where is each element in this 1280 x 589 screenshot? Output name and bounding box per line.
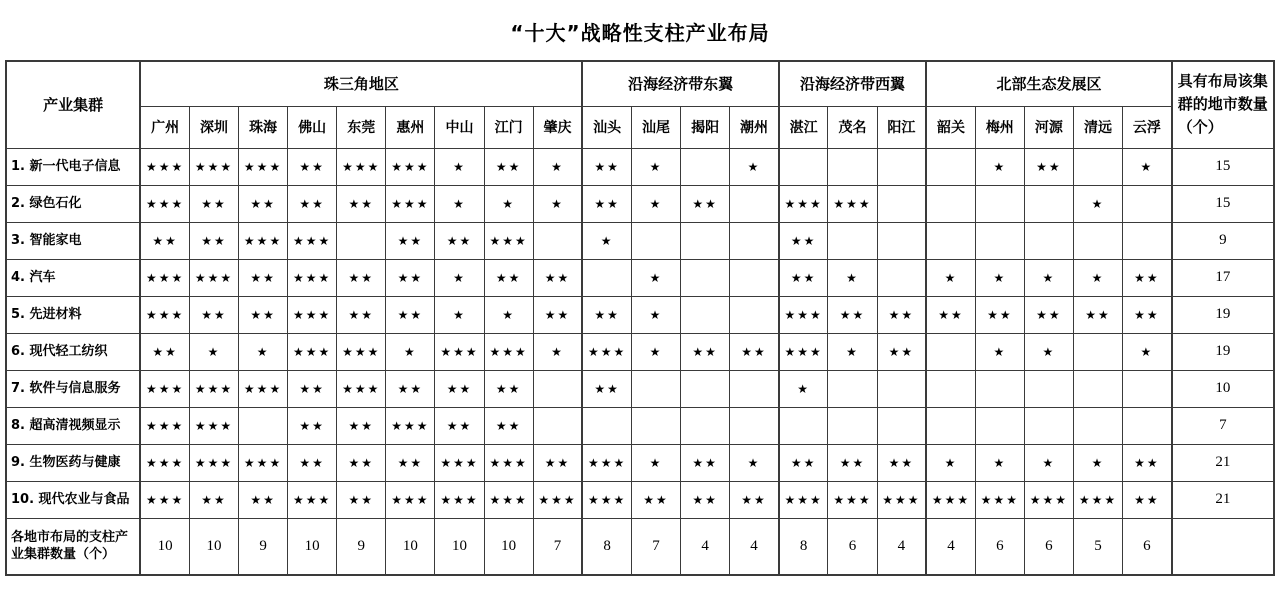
star-rating-cell: ★★★ <box>582 333 631 370</box>
star-rating-cell: ★★★ <box>140 481 189 518</box>
star-rating-cell: ★★★ <box>337 333 386 370</box>
star-rating-cell: ★ <box>730 444 779 481</box>
star-rating-cell <box>730 259 779 296</box>
city-header: 揭阳 <box>681 106 730 148</box>
star-rating-cell: ★★ <box>533 259 582 296</box>
footer-count-cell: 10 <box>435 518 484 575</box>
star-rating-cell: ★ <box>189 333 238 370</box>
industry-row-label: 10. 现代农业与食品 <box>6 481 140 518</box>
star-rating-cell: ★★ <box>681 481 730 518</box>
footer-count-cell: 8 <box>779 518 828 575</box>
star-rating-cell <box>730 407 779 444</box>
star-rating-cell: ★★ <box>631 481 680 518</box>
star-rating-cell: ★★ <box>386 222 435 259</box>
star-rating-cell: ★★ <box>533 444 582 481</box>
star-rating-cell: ★★★ <box>189 148 238 185</box>
industry-row-label: 4. 汽车 <box>6 259 140 296</box>
star-rating-cell <box>877 222 926 259</box>
city-count-cell: 15 <box>1172 185 1274 222</box>
star-rating-cell: ★★ <box>484 259 533 296</box>
star-rating-cell: ★★ <box>337 185 386 222</box>
star-rating-cell: ★★★ <box>288 296 337 333</box>
star-rating-cell: ★★ <box>140 333 189 370</box>
star-rating-cell: ★★★ <box>239 222 288 259</box>
footer-count-cell: 6 <box>828 518 877 575</box>
star-rating-cell: ★★ <box>1073 296 1122 333</box>
city-header: 江门 <box>484 106 533 148</box>
star-rating-cell: ★★★ <box>288 333 337 370</box>
star-rating-cell: ★★★ <box>435 333 484 370</box>
star-rating-cell <box>582 407 631 444</box>
region-header: 珠三角地区 <box>140 61 582 106</box>
industry-row-label: 2. 绿色石化 <box>6 185 140 222</box>
footer-count-cell: 10 <box>386 518 435 575</box>
star-rating-cell <box>975 370 1024 407</box>
star-rating-cell: ★★ <box>582 296 631 333</box>
footer-count-cell: 4 <box>730 518 779 575</box>
star-rating-cell <box>926 185 975 222</box>
star-rating-cell: ★★ <box>828 296 877 333</box>
city-header: 广州 <box>140 106 189 148</box>
star-rating-cell <box>926 148 975 185</box>
star-rating-cell: ★ <box>631 148 680 185</box>
star-rating-cell <box>681 259 730 296</box>
star-rating-cell <box>975 185 1024 222</box>
star-rating-cell <box>1073 407 1122 444</box>
star-rating-cell <box>1024 370 1073 407</box>
star-rating-cell <box>681 407 730 444</box>
star-rating-cell: ★★★ <box>337 148 386 185</box>
star-rating-cell: ★★★ <box>140 259 189 296</box>
star-rating-cell: ★★★ <box>779 185 828 222</box>
star-rating-cell: ★ <box>484 296 533 333</box>
star-rating-cell: ★★★ <box>828 185 877 222</box>
star-rating-cell: ★★ <box>533 296 582 333</box>
city-count-cell: 21 <box>1172 444 1274 481</box>
star-rating-cell <box>681 296 730 333</box>
star-rating-cell: ★ <box>828 259 877 296</box>
star-rating-cell: ★★ <box>681 333 730 370</box>
star-rating-cell: ★★ <box>828 444 877 481</box>
star-rating-cell: ★★★ <box>779 296 828 333</box>
footer-count-cell: 4 <box>926 518 975 575</box>
city-header: 湛江 <box>779 106 828 148</box>
star-rating-cell: ★ <box>1073 185 1122 222</box>
star-rating-cell: ★ <box>435 148 484 185</box>
star-rating-cell: ★★ <box>484 148 533 185</box>
star-rating-cell: ★★ <box>779 222 828 259</box>
star-rating-cell: ★★★ <box>189 407 238 444</box>
city-header: 深圳 <box>189 106 238 148</box>
footer-count-cell: 10 <box>140 518 189 575</box>
star-rating-cell <box>1123 222 1172 259</box>
star-rating-cell: ★★ <box>582 148 631 185</box>
star-rating-cell: ★ <box>975 259 1024 296</box>
star-rating-cell: ★★ <box>1123 444 1172 481</box>
star-rating-cell: ★★ <box>189 222 238 259</box>
star-rating-cell <box>877 370 926 407</box>
star-rating-cell: ★ <box>533 333 582 370</box>
star-rating-cell: ★ <box>1024 333 1073 370</box>
star-rating-cell <box>975 222 1024 259</box>
star-rating-cell <box>926 222 975 259</box>
star-rating-cell: ★★ <box>484 407 533 444</box>
footer-count-cell: 6 <box>1123 518 1172 575</box>
footer-count-cell: 4 <box>681 518 730 575</box>
city-header: 珠海 <box>239 106 288 148</box>
star-rating-cell: ★ <box>1123 333 1172 370</box>
star-rating-cell: ★★ <box>189 296 238 333</box>
city-header: 肇庆 <box>533 106 582 148</box>
star-rating-cell: ★ <box>730 148 779 185</box>
star-rating-cell <box>828 148 877 185</box>
star-rating-cell: ★★★ <box>288 222 337 259</box>
star-rating-cell: ★★ <box>730 333 779 370</box>
city-count-cell: 19 <box>1172 296 1274 333</box>
star-rating-cell <box>730 222 779 259</box>
star-rating-cell: ★★ <box>288 370 337 407</box>
star-rating-cell: ★★★ <box>582 444 631 481</box>
star-rating-cell: ★★★ <box>386 481 435 518</box>
footer-count-cell: 10 <box>484 518 533 575</box>
city-count-cell: 10 <box>1172 370 1274 407</box>
star-rating-cell <box>1123 370 1172 407</box>
footer-count-cell: 4 <box>877 518 926 575</box>
city-header: 汕尾 <box>631 106 680 148</box>
count-column-header: 具有布局该集群的地市数量（个） <box>1172 61 1274 148</box>
star-rating-cell <box>631 370 680 407</box>
region-header: 北部生态发展区 <box>926 61 1172 106</box>
page-title: “十大”战略性支柱产业布局 <box>510 21 770 45</box>
star-rating-cell: ★★★ <box>140 407 189 444</box>
star-rating-cell: ★★ <box>877 444 926 481</box>
star-rating-cell: ★★ <box>779 259 828 296</box>
star-rating-cell: ★ <box>386 333 435 370</box>
star-rating-cell: ★★ <box>337 259 386 296</box>
city-header: 惠州 <box>386 106 435 148</box>
star-rating-cell <box>681 222 730 259</box>
star-rating-cell: ★★★ <box>877 481 926 518</box>
star-rating-cell: ★★★ <box>189 444 238 481</box>
star-rating-cell <box>730 185 779 222</box>
star-rating-cell: ★ <box>435 296 484 333</box>
city-header: 东莞 <box>337 106 386 148</box>
star-rating-cell <box>533 370 582 407</box>
star-rating-cell: ★★ <box>1123 296 1172 333</box>
footer-count-cell: 9 <box>239 518 288 575</box>
table-container <box>0 60 1280 576</box>
city-header: 中山 <box>435 106 484 148</box>
city-count-cell: 21 <box>1172 481 1274 518</box>
star-rating-cell: ★★ <box>189 481 238 518</box>
star-rating-cell: ★ <box>239 333 288 370</box>
industry-row-label: 1. 新一代电子信息 <box>6 148 140 185</box>
footer-count-cell: 10 <box>189 518 238 575</box>
star-rating-cell <box>1123 185 1172 222</box>
star-rating-cell: ★★ <box>1123 481 1172 518</box>
star-rating-cell <box>926 407 975 444</box>
star-rating-cell <box>828 407 877 444</box>
star-rating-cell: ★★★ <box>386 185 435 222</box>
city-header: 云浮 <box>1123 106 1172 148</box>
city-header: 佛山 <box>288 106 337 148</box>
star-rating-cell: ★ <box>631 296 680 333</box>
star-rating-cell: ★★ <box>386 259 435 296</box>
star-rating-cell: ★★★ <box>975 481 1024 518</box>
star-rating-cell: ★★★ <box>1024 481 1073 518</box>
star-rating-cell: ★★★ <box>484 481 533 518</box>
star-rating-cell: ★★★ <box>484 444 533 481</box>
star-rating-cell <box>681 148 730 185</box>
star-rating-cell: ★ <box>1024 444 1073 481</box>
star-rating-cell <box>533 222 582 259</box>
star-rating-cell: ★★★ <box>484 333 533 370</box>
star-rating-cell: ★ <box>1073 259 1122 296</box>
region-header: 沿海经济带西翼 <box>779 61 926 106</box>
star-rating-cell: ★★★ <box>288 481 337 518</box>
star-rating-cell <box>1073 333 1122 370</box>
star-rating-cell: ★★ <box>1024 296 1073 333</box>
star-rating-cell <box>239 407 288 444</box>
star-rating-cell: ★★ <box>435 370 484 407</box>
star-rating-cell: ★★★ <box>779 481 828 518</box>
star-rating-cell: ★★ <box>877 296 926 333</box>
star-rating-cell: ★★ <box>484 370 533 407</box>
star-rating-cell: ★★ <box>926 296 975 333</box>
star-rating-cell: ★★ <box>582 185 631 222</box>
star-rating-cell: ★ <box>1073 444 1122 481</box>
footer-count-cell: 7 <box>631 518 680 575</box>
city-header: 韶关 <box>926 106 975 148</box>
star-rating-cell <box>779 407 828 444</box>
table-header <box>6 61 1274 148</box>
star-rating-cell: ★ <box>631 185 680 222</box>
region-header: 沿海经济带东翼 <box>582 61 778 106</box>
star-rating-cell: ★★★ <box>484 222 533 259</box>
star-rating-cell <box>582 259 631 296</box>
star-rating-cell: ★★★ <box>582 481 631 518</box>
star-rating-cell <box>1024 222 1073 259</box>
star-rating-cell: ★★★ <box>1073 481 1122 518</box>
city-header: 清远 <box>1073 106 1122 148</box>
star-rating-cell: ★★ <box>239 296 288 333</box>
star-rating-cell <box>877 259 926 296</box>
star-rating-cell: ★ <box>1024 259 1073 296</box>
star-rating-cell <box>877 185 926 222</box>
industry-row-label: 8. 超高清视频显示 <box>6 407 140 444</box>
star-rating-cell: ★★★ <box>140 444 189 481</box>
star-rating-cell <box>631 407 680 444</box>
star-rating-cell: ★★ <box>337 481 386 518</box>
star-rating-cell: ★★★ <box>386 407 435 444</box>
star-rating-cell: ★★ <box>386 444 435 481</box>
star-rating-cell <box>828 370 877 407</box>
industry-row-label: 3. 智能家电 <box>6 222 140 259</box>
industry-row-label: 5. 先进材料 <box>6 296 140 333</box>
star-rating-cell <box>1024 407 1073 444</box>
star-rating-cell: ★★ <box>681 444 730 481</box>
star-rating-cell: ★★ <box>877 333 926 370</box>
star-rating-cell: ★★ <box>386 370 435 407</box>
city-count-cell: 15 <box>1172 148 1274 185</box>
city-count-cell: 7 <box>1172 407 1274 444</box>
footer-count-cell: 6 <box>1024 518 1073 575</box>
footer-count-cell: 5 <box>1073 518 1122 575</box>
industry-row-label: 7. 软件与信息服务 <box>6 370 140 407</box>
city-count-cell: 19 <box>1172 333 1274 370</box>
star-rating-cell: ★★★ <box>926 481 975 518</box>
table-body <box>6 148 1274 575</box>
star-rating-cell: ★★★ <box>239 444 288 481</box>
star-rating-cell: ★★ <box>189 185 238 222</box>
footer-count-cell: 8 <box>582 518 631 575</box>
star-rating-cell: ★★★ <box>140 296 189 333</box>
star-rating-cell: ★ <box>582 222 631 259</box>
star-rating-cell: ★ <box>926 444 975 481</box>
star-rating-cell: ★★★ <box>189 370 238 407</box>
star-rating-cell <box>975 407 1024 444</box>
industry-layout-table <box>5 60 1275 576</box>
star-rating-cell: ★ <box>1123 148 1172 185</box>
star-rating-cell: ★★★ <box>337 370 386 407</box>
star-rating-cell: ★★★ <box>533 481 582 518</box>
industry-row-label: 6. 现代轻工纺织 <box>6 333 140 370</box>
city-header: 阳江 <box>877 106 926 148</box>
star-rating-cell <box>1073 222 1122 259</box>
star-rating-cell: ★★★ <box>140 370 189 407</box>
star-rating-cell <box>828 222 877 259</box>
star-rating-cell <box>730 370 779 407</box>
star-rating-cell: ★★★ <box>140 148 189 185</box>
star-rating-cell: ★ <box>975 333 1024 370</box>
star-rating-cell: ★★ <box>975 296 1024 333</box>
star-rating-cell: ★★ <box>239 481 288 518</box>
footer-count-cell: 10 <box>288 518 337 575</box>
star-rating-cell <box>681 370 730 407</box>
star-rating-cell: ★ <box>828 333 877 370</box>
star-rating-cell: ★★ <box>288 407 337 444</box>
star-rating-cell: ★★★ <box>435 481 484 518</box>
star-rating-cell: ★★ <box>239 185 288 222</box>
star-rating-cell <box>631 222 680 259</box>
star-rating-cell <box>1024 185 1073 222</box>
star-rating-cell: ★★ <box>140 222 189 259</box>
corner-header-industry-cluster: 产业集群 <box>6 61 140 148</box>
star-rating-cell: ★ <box>435 185 484 222</box>
star-rating-cell <box>1123 407 1172 444</box>
city-header: 河源 <box>1024 106 1073 148</box>
star-rating-cell <box>877 148 926 185</box>
footer-count-cell: 7 <box>533 518 582 575</box>
city-header: 潮州 <box>730 106 779 148</box>
star-rating-cell: ★ <box>631 333 680 370</box>
star-rating-cell: ★ <box>533 148 582 185</box>
industry-row-label: 9. 生物医药与健康 <box>6 444 140 481</box>
star-rating-cell <box>877 407 926 444</box>
star-rating-cell: ★★ <box>337 407 386 444</box>
star-rating-cell: ★ <box>484 185 533 222</box>
star-rating-cell: ★★ <box>288 444 337 481</box>
star-rating-cell: ★★ <box>1123 259 1172 296</box>
star-rating-cell <box>926 333 975 370</box>
star-rating-cell: ★★ <box>435 222 484 259</box>
city-count-cell: 9 <box>1172 222 1274 259</box>
star-rating-cell <box>337 222 386 259</box>
star-rating-cell: ★★★ <box>779 333 828 370</box>
footer-empty-cell <box>1172 518 1274 575</box>
star-rating-cell: ★★ <box>435 407 484 444</box>
city-count-cell: 17 <box>1172 259 1274 296</box>
city-header: 汕头 <box>582 106 631 148</box>
star-rating-cell: ★★ <box>337 296 386 333</box>
star-rating-cell: ★★★ <box>239 148 288 185</box>
star-rating-cell: ★★ <box>681 185 730 222</box>
star-rating-cell: ★★★ <box>435 444 484 481</box>
star-rating-cell <box>926 370 975 407</box>
star-rating-cell: ★ <box>631 444 680 481</box>
footer-count-cell: 9 <box>337 518 386 575</box>
star-rating-cell: ★ <box>631 259 680 296</box>
city-header: 茂名 <box>828 106 877 148</box>
star-rating-cell: ★★★ <box>828 481 877 518</box>
star-rating-cell: ★★★ <box>189 259 238 296</box>
star-rating-cell: ★★ <box>582 370 631 407</box>
footer-count-cell: 6 <box>975 518 1024 575</box>
star-rating-cell: ★★★ <box>239 370 288 407</box>
star-rating-cell <box>730 296 779 333</box>
star-rating-cell: ★ <box>533 185 582 222</box>
star-rating-cell <box>1073 370 1122 407</box>
star-rating-cell: ★★ <box>288 185 337 222</box>
star-rating-cell: ★★★ <box>386 148 435 185</box>
star-rating-cell: ★★ <box>730 481 779 518</box>
star-rating-cell <box>533 407 582 444</box>
star-rating-cell: ★★★ <box>140 185 189 222</box>
star-rating-cell: ★ <box>779 370 828 407</box>
star-rating-cell: ★ <box>975 444 1024 481</box>
city-header: 梅州 <box>975 106 1024 148</box>
star-rating-cell: ★★ <box>337 444 386 481</box>
star-rating-cell: ★★ <box>386 296 435 333</box>
star-rating-cell <box>779 148 828 185</box>
footer-row-label: 各地市布局的支柱产业集群数量（个） <box>6 518 140 575</box>
star-rating-cell: ★★ <box>239 259 288 296</box>
star-rating-cell: ★★ <box>1024 148 1073 185</box>
star-rating-cell: ★★★ <box>288 259 337 296</box>
star-rating-cell: ★ <box>975 148 1024 185</box>
star-rating-cell: ★★ <box>288 148 337 185</box>
star-rating-cell: ★ <box>926 259 975 296</box>
star-rating-cell: ★★ <box>779 444 828 481</box>
star-rating-cell: ★ <box>435 259 484 296</box>
star-rating-cell <box>1073 148 1122 185</box>
